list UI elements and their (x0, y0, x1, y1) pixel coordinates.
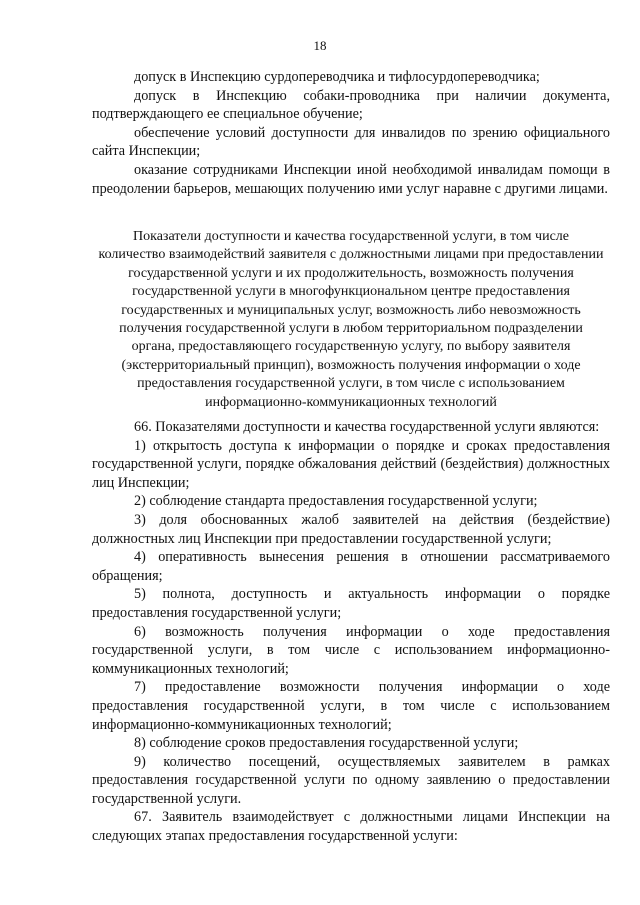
paragraph: 1) открытость доступа к информации о порядке и сроках предоставления государственной услуги, порядке обжалования действий (бездействия) должностных лиц Инспекции; (92, 437, 610, 491)
paragraph: 7) предоставление возможности получения информации о ходе предоставления государственной услуги, в том числе с использованием информационно-коммуникационных технологий; (92, 679, 610, 733)
accessibility-measures-list (92, 68, 610, 198)
paragraph: допуск в Инспекцию собаки-проводника при наличии документа, подтверждающего ее специальное обучение; (92, 87, 610, 123)
paragraph: 8) соблюдение сроков предоставления государственной услуги; (134, 735, 519, 752)
paragraph: 67. Заявитель взаимодействует с должностными лицами Инспекции на следующих этапах предоставления государственной услуги: (92, 809, 610, 845)
paragraph: 66. Показателями доступности и качества государственной услуги являются: (134, 419, 600, 435)
page-number: 18 (313, 38, 327, 53)
paragraph: оказание сотрудниками Инспекции иной необходимой инвалидам помощи в преодолении барьеров, мешающих получению ими услуг наравне с другими лицами. (92, 161, 610, 197)
paragraph: 5) полнота, доступность и актуальность информации о порядке предоставления государственной услуги; (92, 586, 610, 621)
paragraph: 3) доля обоснованных жалоб заявителей на действия (бездействие) должностных лиц Инспекции при предоставлении государственной услуги; (92, 511, 610, 547)
paragraph: 2) соблюдение стандарта предоставления государственной услуги; (134, 493, 538, 510)
paragraph: 9) количество посещений, осуществляемых заявителем в рамках предоставления государственной услуги по одному заявлению о предоставлении государственной услуги. (92, 753, 610, 807)
paragraph: 4) оперативность вынесения решения в отношении рассматриваемого обращения; (92, 549, 610, 584)
quality-indicators-list (92, 418, 610, 846)
section-heading: Показатели доступности и качества государственной услуги, в том числе количество взаимодействий заявителя с должностными лицами при предоставлении государственной услуги и их продолжительность, возможность получения государственной услуги в многофункциональном центре предоставления государственных и муниципальных услуг, возможность либо невозможность получения государственной услуги в любом территориальном подразделении органа, предоставляющего государственную услугу, по выбору заявителя (экстерриториальный принцип), возможность получения информации о ходе предоставления государственной услуги, в том числе с использованием информационно-коммуникационных технологий (98, 229, 604, 410)
paragraph: обеспечение условий доступности для инвалидов по зрению официального сайта Инспекции; (92, 124, 610, 160)
paragraph: 6) возможность получения информации о ходе предоставления государственной услуги, в том числе с использованием информационно-коммуникационных технологий; (92, 623, 610, 677)
paragraph: допуск в Инспекцию сурдопереводчика и тифлосурдопереводчика; (134, 69, 540, 85)
